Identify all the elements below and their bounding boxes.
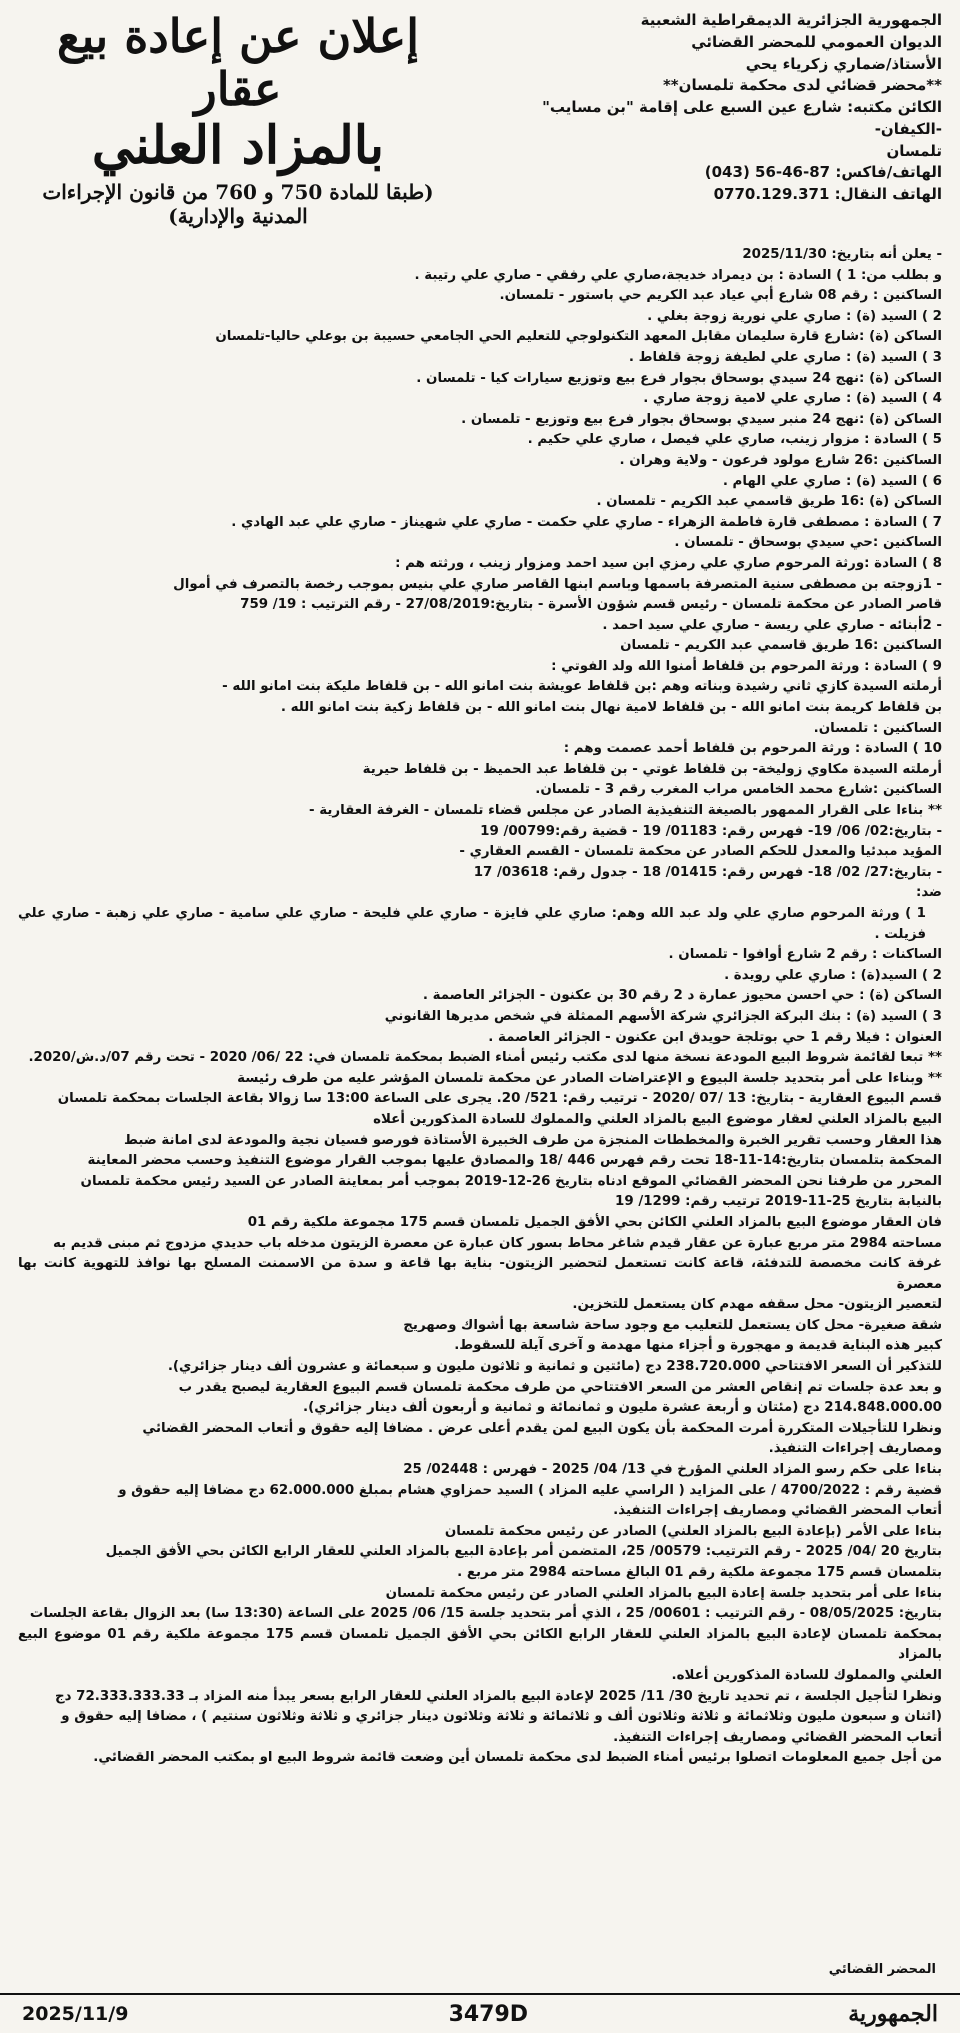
body-line: لتعصير الزيتون- محل سقفه مهدم كان يستعمل للتخزين.	[572, 1297, 942, 1313]
body-line: بتلمسان قسم 175 مجموعة ملكية رقم 01 البالغ مساحته 2984 متر مربع .	[457, 1565, 942, 1580]
office-name: الديوان العمومي للمحضر القضائي	[691, 32, 942, 51]
body-line: من أجل جميع المعلومات اتصلوا برئيس أمناء الضبط لدى محكمة تلمسان أين وضعت قائمة شروط البيع او بمكتب المحضر القضائي.	[93, 1750, 942, 1766]
body-line: بناءا على حكم رسو المزاد العلني المؤرخ في 13/ 04/ 2025 - فهرس : 02448/ 25	[403, 1462, 942, 1478]
body-line: الساكن (ة) :نهج 24 منبر سيدي بوسحاق بجوار فرع بيع وتوزيع - تلمسان .	[461, 411, 942, 427]
body-line: الساكنين : رقم 08 شارع أبي عياد عبد الكريم حي باستور - تلمسان.	[499, 288, 942, 304]
bailiff-name: الأستاذ/ضماري زكرياء يحي	[745, 54, 942, 73]
body-line: بمحكمة تلمسان لإعادة البيع بالمزاد العلني للعقار الرابع الكائن بحي الأفق الجميل تلمسان قسم 175 مجموعة ملكية رقم 01 موضوع البيع بالمزاد	[18, 1626, 942, 1663]
office-mobile: الهاتف النقال: 0770.129.371	[713, 185, 942, 203]
body-line: أتعاب المحضر القضائي ومصاريف إجراءات التنفيذ.	[613, 1503, 942, 1519]
body-line: الساكن (ة) :نهج 24 سيدي بوسحاق بجوار فرع بيع وتوزيع سيارات كيا - تلمسان .	[416, 370, 942, 386]
body-line: 2 ) السيد(ة) : صاري علي رويدة .	[724, 967, 942, 983]
office-address: الكائن مكتبه: شارع عين السبع على إقامة "بن مسايب" -الكيفان-	[542, 98, 942, 138]
court-line: **محضر قضائي لدى محكمة تلمسان**	[662, 76, 942, 95]
body-line: قاصر الصادر عن محكمة تلمسان - رئيس قسم شؤون الأسرة - بتاريخ:27/08/2019 - رقم الترتيب : 19/ 759	[240, 597, 942, 613]
body-line: بالنيابة بتاريخ 25-11-2019 ترتيب رقم: 1299/ 19	[615, 1194, 942, 1210]
title-line-2: بالمزاد العلني	[91, 114, 385, 176]
body-line: الساكنين :شارع محمد الخامس مراب المغرب رقم 3 - تلمسان.	[535, 782, 942, 798]
body-line: 2 ) السيد (ة) : صاري علي نورية زوجة بغلي .	[647, 308, 942, 324]
body-line: الساكنين :26 شارع مولود فرعون - ولاية وهران .	[619, 452, 942, 468]
body-line: 7 ) السادة : مصطفى قارة فاطمة الزهراء - صاري علي حكمت - صاري علي شهيناز - صاري علي عبد الهادي .	[231, 514, 942, 530]
body-line: فان العقار موضوع البيع بالمزاد العلني الكائن بحي الأفق الجميل تلمسان قسم 175 مجموعة ملكية رقم 01	[247, 1214, 942, 1230]
body-line: ونظرا لتأجيل الجلسة ، تم تحديد تاريخ 30/ 11/ 2025 لإعادة البيع بالمزاد العلني للعقار الرابع بسعر يبدأ منه المزاد بـ 72.333.333.33 دج	[54, 1688, 942, 1704]
body-line: 3 ) السيد (ة) : صاري علي لطيفة زوجة قلفاط .	[628, 349, 942, 365]
body-line: غرفة كانت مخصصة للتدفئة، قاعة كانت تستعمل لتحضير الزيتون- بناية بها قاعة و سدة من الاسمنت المسلح بها نوافذ للتهوية كانت بها معصرة	[18, 1256, 942, 1292]
body-line: - بتاريخ:02/ 06/ 19- فهرس رقم: 01183/ 19 - قضية رقم:00799/ 19	[480, 823, 942, 839]
body-line: العنوان : فيلا رقم 1 حي بوتلجة حويدق ابن عكنون - الجزائر العاصمة .	[488, 1029, 942, 1045]
body-line: 10 ) السادة : ورثة المرحوم بن قلفاط أحمد عصمت وهم :	[563, 741, 942, 757]
body-line: 6 ) السيد (ة) : صاري علي الهام .	[722, 473, 942, 489]
body-line: 8 ) السادة :ورثة المرحوم صاري علي رمزي ابن سيد احمد ومزوار زينب ، ورثته هم :	[395, 555, 942, 571]
body-line: العلني والمملوك للسادة المذكورين أعلاه.	[671, 1667, 942, 1683]
body-line: الساكن (ة) :16 طريق قاسمي عبد الكريم - تلمسان .	[596, 494, 942, 510]
body-line: قسم البيوع العقارية - بتاريخ: 13 /07 /2020 - ترتيب رقم: 521/ 20. يجرى على الساعة 13:00 سا زوالا بقاعة الجلسات بمحكمة تلمسان	[57, 1091, 942, 1107]
body-line: - 1زوجته بن مصطفى سنية المتصرفة باسمها وباسم ابنها القاصر صاري علي بنيس بموجب رخصة بالتصرف في أموال	[173, 576, 942, 592]
body-line: 3 ) السيد (ة) : بنك البركة الجزائري شركة الأسهم الممثلة في شخص مديرها القانوني	[384, 1008, 942, 1024]
body-line: (اثنان و سبعون مليون وثلاثمائة و ثلاثة وثلاثون ألف و ثلاثمائة و ثلاثة وثلاثون دينار جزائري و ثلاثة وثلاثون سنتيم ) ، مضافا إليه حقوق و	[61, 1709, 942, 1725]
publication-date: 2025/11/9	[22, 2003, 129, 2025]
body-line: الساكن (ة) : حي احسن محيوز عمارة د 2 رقم 30 بن عكنون - الجزائر العاصمة .	[422, 988, 942, 1004]
body-line: ونظرا للتأجيلات المتكررة أمرت المحكمة بأن يكون البيع لمن يقدم أعلى عرض . مضافا إليه حقوق و أتعاب المحضر القضائي	[142, 1420, 942, 1436]
header	[18, 10, 942, 245]
body-line: المحرر من طرفنا نحن المحضر القضائي الموقع ادناه بتاريخ 26-12-2019 بموجب أمر بمعاينة الصادر عن السيد رئيس محكمة تلمسان	[80, 1173, 942, 1189]
body-line: ضد:	[915, 885, 942, 901]
announcement-code: 3479D	[448, 2001, 529, 2027]
signature: المحضر القضائي	[828, 1962, 936, 1977]
body-line: بن قلفاط كريمة بنت امانو الله - بن قلفاط لامية نهال بنت امانو الله - بن قلفاط زكية بنت امانو الله .	[280, 700, 942, 716]
body-line: المؤيد مبدئيا والمعدل للحكم الصادر عن محكمة تلمسان - القسم العقاري -	[459, 844, 942, 860]
title-legal-basis: (طبقا للمادة 750 و 760 من قانون الإجراءات المدنية والإدارية)	[42, 179, 434, 228]
body-line: كبير هذه البناية قديمة و مهجورة و أجزاء منها مهدمة و آخرى آيلة للسقوط.	[454, 1338, 942, 1354]
body-line: 9 ) السادة : ورثة المرحوم بن قلفاط أمنوا الله ولد الفوتي :	[551, 658, 942, 674]
body-line: أتعاب المحضر القضائي ومصاريف إجراءات التنفيذ.	[613, 1729, 942, 1745]
announcement-title	[18, 10, 458, 228]
body-line: بتاريخ: 08/05/2025 - رقم الترتيب : 00601/ 25 ، الذي أمر بتحديد جلسة 15/ 06/ 2025 على الساعة (13:30 سا) بعد الزوال بقاعة الجلسات	[29, 1606, 942, 1622]
body-line: الساكنات : رقم 2 شارع أوافوا - تلمسان .	[668, 947, 942, 963]
body-line: البيع بالمزاد العلني لعقار موضوع البيع بالمزاد العلني والمملوك للسادة المذكورين أعلاه	[373, 1111, 942, 1127]
body-line: الساكنين : تلمسان.	[813, 720, 942, 736]
body-line: - 2أبنائه - صاري علي ريسة - صاري علي سيد احمد .	[602, 617, 942, 633]
body-line: أرملته السيدة مكاوي زوليخة- بن قلفاط غوتي - بن قلفاط عبد الحميظ - بن قلفاط حيرية	[362, 761, 942, 777]
body-line: بناءا على الأمر (بإعادة البيع بالمزاد العلني) الصادر عن رئيس محكمة تلمسان	[444, 1523, 942, 1539]
body-line: قضية رقم : 4700/2022 / على المزايد ( الراسي عليه المزاد ) السيد حمزاوي هشام بمبلغ 62.000.000 دج مضافا إليه حقوق و	[118, 1482, 942, 1498]
body-line: - بتاريخ:27/ 02/ 18- فهرس رقم: 01415/ 18 - جدول رقم: 03618/ 17	[473, 864, 942, 880]
body-line: شقة صغيرة- محل كان يستعمل للتعليب مع وجود ساحة شاسعة بها أشواك وصهريج	[403, 1317, 942, 1333]
body-line: ومصاريف إجراءات التنفيذ.	[768, 1441, 942, 1457]
newspaper-logo: الجمهورية	[848, 2001, 938, 2027]
body-line: بناءا على أمر بتحديد جلسة إعادة البيع بالمزاد العلني الصادر عن رئيس محكمة تلمسان	[385, 1585, 942, 1601]
title-line-1: إعلان عن إعادة بيع عقار	[57, 9, 419, 116]
footer-bar	[0, 1993, 960, 2033]
body-line: - يعلن أنه بتاريخ: 2025/11/30	[742, 247, 942, 262]
body-line: الساكنين :حي سيدي بوسحاق - تلمسان .	[674, 535, 942, 551]
office-phone: الهاتف/فاكس: 87-46-56 (043)	[704, 163, 942, 182]
body-line: بتاريخ 20 /04/ 2025 - رقم الترتيب: 00579/ 25، المتضمن أمر بإعادة البيع بالمزاد العلني للعقار الرابع الكائن بحي الأفق الجميل	[105, 1544, 942, 1560]
body-line: 214.848.000.00 دج (مئتان و أربعة عشرة مليون و ثمانمائة و ثمانية و أربعون ألف دينار جزائري).	[302, 1400, 942, 1416]
body-line: ** بناءا على القرار الممهور بالصيغة التنفيذية الصادر عن مجلس قضاء تلمسان - الغرفة العقارية -	[309, 803, 942, 819]
body-line: ** وبناءا على أمر بتحديد جلسة البيوع و الإعتراضات الصادر عن محكمة تلمسان المؤشر عليه من طرف رئيسة	[237, 1070, 942, 1086]
body-line: 1 ) ورثة المرحوم صاري علي ولد عبد الله وهم: صاري علي فايزة - صاري علي فليحة - صاري علي سامية - صاري علي زهبة - صاري علي فزيلت .	[18, 906, 926, 942]
office-block	[472, 10, 942, 206]
body-line: و بطلب من: 1 ) السادة : بن ديمراد خديجة،صاري علي رفقي - صاري علي رتيبة .	[414, 267, 942, 283]
republic-line: الجمهورية الجزائرية الديمقراطية الشعبية	[640, 11, 942, 29]
body-line: ** تبعا لقائمة شروط البيع المودعة نسخة منها لدى مكتب رئيس أمناء الضبط بمحكمة تلمسان في: 22 /06/ 2020 - تحت رقم 07/د.ش/2020.	[28, 1050, 942, 1066]
body-line: 5 ) السادة : مزوار زينب، صاري علي فيصل ، صاري علي حكيم .	[527, 432, 942, 448]
body-line: أرملته السيدة كازي ثاني رشيدة وبناته وهم :بن قلفاط عويشة بنت امانو الله - بن قلفاط مليكة بنت امانو الله -	[222, 679, 942, 695]
body-line: للتذكير أن السعر الافتتاحي 238.720.000 دج (مائتين و ثمانية و ثلاثون مليون و سبعمائة و عشرون ألف دينار جزائري).	[167, 1359, 942, 1375]
body-line: المحكمة بتلمسان بتاريخ:14-11-18 تحت رقم فهرس 446 /18 والمصادق عليها بموجب القرار موضوع التنفيذ وحسب محضر المعاينة	[87, 1153, 942, 1169]
body-line: مساحته 2984 متر مربع عبارة عن عقار قيدم شاغر محاط بسور كان عبارة عن معصرة الزيتون مدخله باب حديدي مزدوج ثم مبنى قديم به	[52, 1235, 942, 1251]
body-line: هذا العقار وحسب تقرير الخبرة والمخططات المنجزة من طرف الخبيرة الأستاذة فورصو فسيان نجية والمودعة لدى امانة ضبط	[124, 1132, 942, 1148]
body-line: الساكن (ة) :شارع قارة سليمان مقابل المعهد التكنولوجي للتعليم الحي الجامعي حسيبة بن بوعلي حاليا-تلمسان	[215, 329, 942, 345]
office-city: تلمسان	[886, 141, 942, 160]
announcement-body	[18, 245, 942, 1769]
body-line: الساكنين :16 طريق قاسمي عبد الكريم - تلمسان	[620, 638, 942, 654]
body-line: 4 ) السيد (ة) : صاري علي لامية زوجة صاري .	[643, 391, 942, 407]
body-line: و بعد عدة جلسات تم إنقاص العشر من السعر الافتتاحي من طرف محكمة تلمسان قسم البيوع العقارية ليصبح يقدر ب	[178, 1379, 942, 1395]
